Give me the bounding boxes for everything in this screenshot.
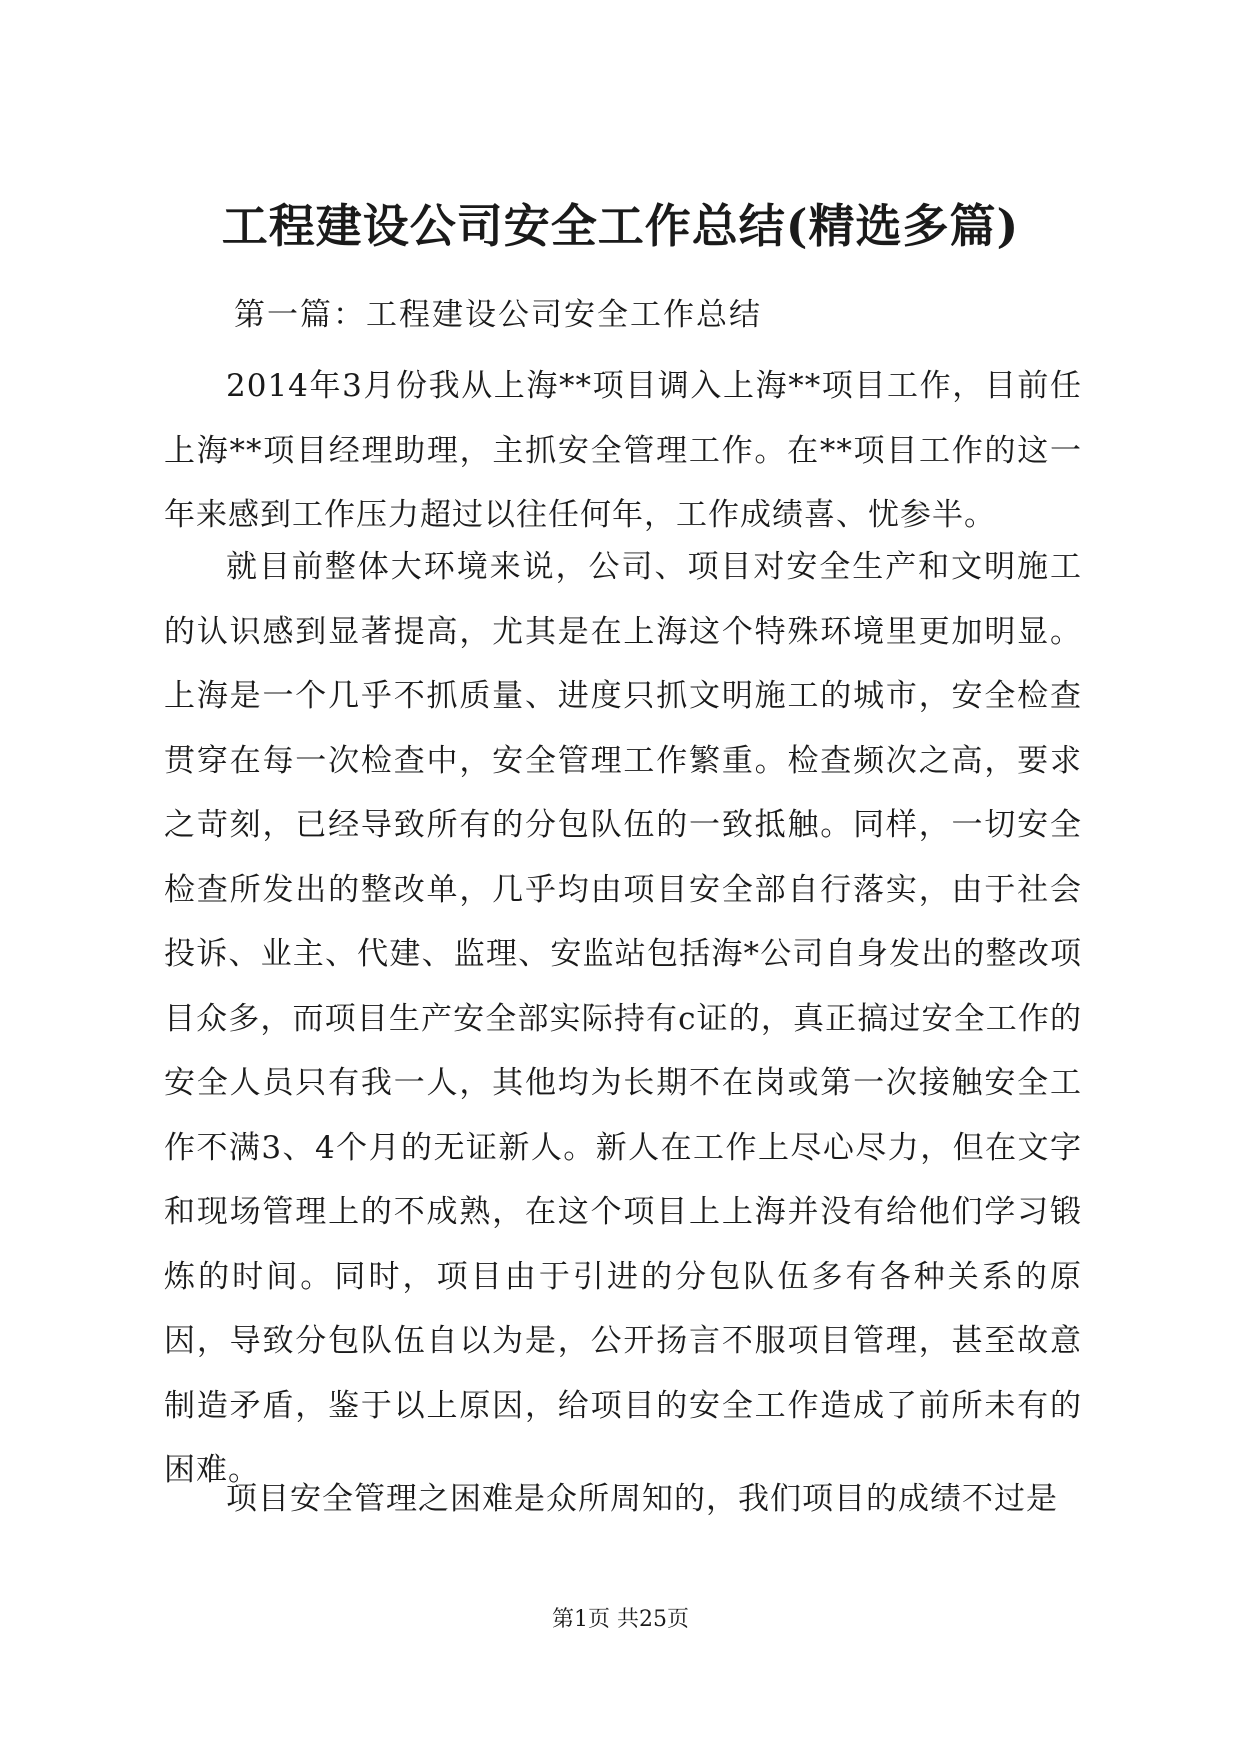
paragraph-2: 就目前整体大环境来说，公司、项目对安全生产和文明施工的认识感到显著提高，尤其是在上海这个特殊环境里更加明显。上海是一个几乎不抓质量、进度只抓文明施工的城市，安全检查贯穿在每一次检查中，安全管理工作繁重。检查频次之高，要求之苛刻，已经导致所有的分包队伍的一致抵触。同样，一切安全检查所发出的整改单，几乎均由项目安全部自行落实，由于社会投诉、业主、代建、监理、安监站包括海*公司自身发出的整改项目众多，而项目生产安全部实际持有c证的，真正搞过安全工作的安全人员只有我一人，其他均为长期不在岗或第一次接触安全工作不满3、4个月的无证新人。新人在工作上尽心尽力，但在文字和现场管理上的不成熟，在这个项目上上海并没有给他们学习锻炼的时间。同时，项目由于引进的分包队伍多有各种关系的原因，导致分包队伍自以为是，公开扬言不服项目管理，甚至故意制造矛盾，鉴于以上原因，给项目的安全工作造成了前所未有的困难。 — [164, 549, 1082, 1488]
paragraph-3: 项目安全管理之困难是众所周知的，我们项目的成绩不过是 — [226, 1481, 1058, 1517]
page-footer: 第1页 共25页 — [552, 1607, 689, 1632]
document-title: 工程建设公司安全工作总结(精选多篇) — [221, 199, 1020, 253]
paragraph-1: 2014年3月份我从上海**项目调入上海**项目工作，目前任上海**项目经理助理，主抓安全管理工作。在**项目工作的这一年来感到工作压力超过以往任何年，工作成绩喜、忧参半。 — [164, 368, 1082, 533]
section-heading: 第一篇：工程建设公司安全工作总结 — [234, 297, 762, 333]
